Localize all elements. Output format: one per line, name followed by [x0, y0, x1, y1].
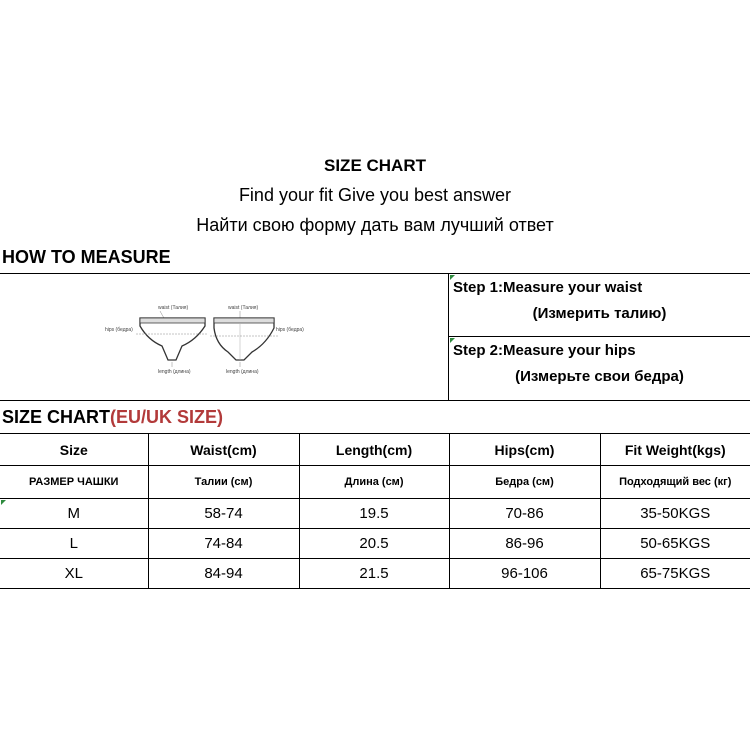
table-cell: 70-86	[449, 499, 600, 529]
title-block	[0, 152, 750, 240]
size-table	[0, 433, 750, 589]
table-cell: 19.5	[299, 499, 449, 529]
column-header: Fit Weight(kgs)	[600, 434, 750, 466]
how-to-measure-heading: HOW TO MEASURE	[2, 247, 171, 267]
step-1-text: Step 1:Measure your waist	[453, 279, 643, 296]
column-header-ru: Бедра (см)	[449, 466, 600, 499]
step-2-translation: (Измерьте свои бедра)	[515, 368, 684, 385]
front-view-diagram	[105, 305, 208, 375]
front-length-label: length (длина)	[158, 369, 191, 375]
table-cell: M	[0, 499, 148, 529]
back-waist-label: waist (Талия)	[228, 305, 259, 311]
table-subheader-row	[0, 466, 750, 499]
table-cell: 50-65KGS	[600, 529, 750, 559]
column-header: Size	[0, 434, 148, 466]
table-cell: 58-74	[148, 499, 299, 529]
table-cell: 74-84	[148, 529, 299, 559]
front-waist-label: waist (Талия)	[158, 305, 189, 311]
step-2	[449, 337, 750, 400]
underwear-diagram	[0, 274, 448, 400]
column-header: Hips(cm)	[449, 434, 600, 466]
subtitle-russian: Найти свою форму дать вам лучший ответ	[196, 215, 554, 235]
column-header-ru: РАЗМЕР ЧАШКИ	[0, 466, 148, 499]
step-1-translation: (Измерить талию)	[532, 305, 667, 322]
table-cell: 84-94	[148, 559, 299, 589]
table-row	[0, 529, 750, 559]
step-2-text: Step 2:Measure your hips	[453, 342, 636, 359]
size-chart-heading-main: SIZE CHART	[2, 407, 110, 427]
table-cell: 20.5	[299, 529, 449, 559]
page-title: SIZE CHART	[324, 156, 426, 175]
table-cell: 35-50KGS	[600, 499, 750, 529]
corner-marker-icon	[1, 500, 6, 505]
front-hips-label: hips (бедра)	[105, 327, 133, 333]
table-cell: XL	[0, 559, 148, 589]
table-row	[0, 559, 750, 589]
column-header-ru: Подходящий вес (кг)	[600, 466, 750, 499]
column-header-ru: Талии (см)	[148, 466, 299, 499]
subtitle-english: Find your fit Give you best answer	[238, 185, 512, 205]
column-header: Length(cm)	[299, 434, 449, 466]
column-header: Waist(cm)	[148, 434, 299, 466]
size-chart-heading-accent: (EU/UK SIZE)	[110, 407, 224, 427]
step-1	[449, 274, 750, 337]
table-cell: 96-106	[449, 559, 600, 589]
table-cell: 21.5	[299, 559, 449, 589]
table-row	[0, 499, 750, 529]
size-chart-heading	[0, 402, 750, 432]
table-cell: 86-96	[449, 529, 600, 559]
how-to-measure-box	[0, 273, 750, 401]
table-cell: L	[0, 529, 148, 559]
back-view-diagram	[210, 305, 304, 375]
table-header-row	[0, 434, 750, 466]
back-length-label: length (длина)	[226, 369, 259, 375]
back-hips-label: hips (бедра)	[276, 327, 304, 333]
table-cell: 65-75KGS	[600, 559, 750, 589]
measure-diagram-panel	[0, 274, 449, 400]
column-header-ru: Длина (см)	[299, 466, 449, 499]
